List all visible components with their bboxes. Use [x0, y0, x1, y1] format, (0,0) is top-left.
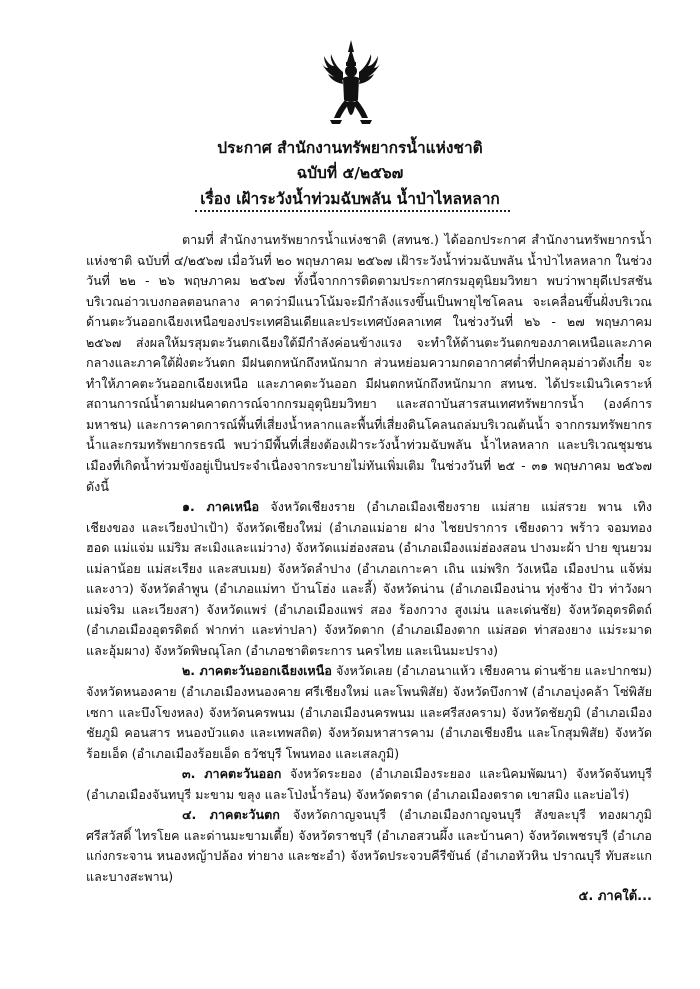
garuda-emblem-icon: [316, 38, 386, 128]
announcement-subject: เรื่อง เฝ้าระวังน้ำท่วมฉับพลัน น้ำป่าไหลหลาก: [200, 190, 500, 208]
section-northeast: [86, 661, 652, 764]
section-west: [86, 805, 652, 887]
section-text: จังหวัดเลย (อำเภอนาแห้ว เชียงคาน ด่านซ้าย และปากชม) จังหวัดหนองคาย (อำเภอเมืองหนองคาย ศรีเชียงใหม่ และโพนพิสัย) จังหวัดบึงกาฬ (อำเภอบุ่งคล้า โซ่พิสัย เซกา และบึงโขงหลง) จังหวัดนครพนม (อำเภอเมืองนครพนม และศรีสงคราม) จังหวัดชัยภูมิ (อำเภอเมืองชัยภูมิ คอนสาร หนองบัวแดง และเทพสถิต) จังหวัดมหาสารคาม (อำเภอเชียงยืน และโกสุมพิสัย) จังหวัดร้อยเอ็ด (อำเภอเมืองร้อยเอ็ด ธวัชบุรี โพนทอง และเสลภูมิ): [86, 663, 652, 761]
dotted-divider: [195, 210, 510, 212]
continuation-marker: ๕. ภาคใต้...: [578, 889, 652, 904]
section-heading: ๓. ภาคตะวันออก: [182, 766, 282, 782]
announcement-body: [86, 230, 652, 888]
section-text: จังหวัดระยอง (อำเภอเมืองระยอง และนิคมพัฒนา) จังหวัดจันทบุรี (อำเภอเมืองจันทบุรี มะขาม ขลุง และโป่งน้ำร้อน) จังหวัดตราด (อำเภอเมืองตราด เขาสมิง และบ่อไร่): [86, 766, 652, 802]
section-heading: ๒. ภาคตะวันออกเฉียงเหนือ: [182, 663, 332, 679]
intro-paragraph: ตามที่ สำนักงานทรัพยากรน้ำแห่งชาติ (สทนช.) ได้ออกประกาศ สำนักงานทรัพยากรน้ำแห่งชาติ ฉบับที่ ๔/๒๕๖๗ เมื่อวันที่ ๒๐ พฤษภาคม ๒๕๖๗ เฝ้าระวังน้ำท่วมฉับพลัน น้ำป่าไหลหลาก ในช่วงวันที่ ๒๒ - ๒๖ พฤษภาคม ๒๕๖๗ ทั้งนี้จากการติดตามประกาศกรมอุตุนิยมวิทยา พบว่าพายุดีเปรสชันบริเวณอ่าวเบงกอลตอนกลาง คาดว่ามีแนวโน้มจะมีกำลังแรงขึ้นเป็นพายุไซโคลน จะเคลื่อนขึ้นฝั่งบริเวณด้านตะวันออกเฉียงเหนือของประเทศอินเดียและประเทศบังคลาเทศ ในช่วงวันที่ ๒๖ - ๒๗ พฤษภาคม ๒๕๖๗ ส่งผลให้มรสุมตะวันตกเฉียงใต้มีกำลังค่อนข้างแรง จะทำให้ด้านตะวันตกของภาคเหนือและภาคกลางและภาคใต้ฝั่งตะวันตก มีฝนตกหนักถึงหนักมาก ส่วนหย่อมความกดอากาศต่ำที่ปกคลุมอ่าวตังเกี๋ย จะทำให้ภาคตะวันออกเฉียงเหนือ และภาคตะวันออก มีฝนตกหนักถึงหนักมาก สทนช. ได้ประเมินวิเคราะห์สถานการณ์น้ำตามฝนคาดการณ์จากกรมอุตุนิยมวิทยา และสถาบันสารสนเทศทรัพยากรน้ำ (องค์การมหาชน) และการคาดการณ์พื้นที่เสี่ยงน้ำหลากและพื้นที่เสี่ยงดินโคลนถล่มบริเวณต้นน้ำ จากกรมทรัพยากรน้ำและกรมทรัพยากรธรณี พบว่ามีพื้นที่เสี่ยงต้องเฝ้าระวังน้ำท่วมฉับพลัน น้ำไหลหลาก และบริเวณชุมชนเมืองที่เกิดน้ำท่วมขังอยู่เป็นประจำเนื่องจากระบายไม่ทันเพิ่มเติม ในช่วงวันที่ ๒๕ - ๓๑ พฤษภาคม ๒๕๖๗ ดังนี้: [86, 232, 652, 494]
section-heading: ๑. ภาคเหนือ: [182, 499, 260, 515]
section-north: [86, 497, 652, 661]
section-text: จังหวัดเชียงราย (อำเภอเมืองเชียงราย แม่สาย แม่สรวย พาน เทิง เชียงของ และเวียงป่าเป้า) จังหวัดเชียงใหม่ (อำเภอแม่อาย ฝาง ไชยปราการ เชียงดาว พร้าว จอมทอง ฮอด แม่แจ่ม แม่ริม สะเมิงและแม่วาง) จังหวัดแม่ฮ่องสอน (อำเภอเมืองแม่ฮ่องสอน ปางมะผ้า ปาย ขุนยวม แม่ลาน้อย แม่สะเรียง และสบเมย) จังหวัดลำปาง (อำเภอเกาะคา เถิน แม่พริก วังเหนือ เมืองปาน แจ้ห่ม และงาว) จังหวัดลำพูน (อำเภอแม่ทา บ้านโฮ่ง และลี้) จังหวัดน่าน (อำเภอเมืองน่าน ทุ่งช้าง ปัว ท่าวังผา แม่จริม และเวียงสา) จังหวัดแพร่ (อำเภอเมืองแพร่ สอง ร้องกวาง สูงเม่น และเด่นชัย) จังหวัดอุตรดิตถ์ (อำเภอเมืองอุตรดิตถ์ ฟากท่า และท่าปลา) จังหวัดตาก (อำเภอเมืองตาก แม่สอด ท่าสองยาง แม่ระมาด และอุ้มผาง) จังหวัดพิษณุโลก (อำเภอชาติตระการ นครไทย และเนินมะปราง): [86, 499, 652, 658]
section-text: จังหวัดกาญจนบุรี (อำเภอเมืองกาญจนบุรี สังขละบุรี ทองผาภูมิ ศรีสวัสดิ์ ไทรโยค และด่านมะขามเตี้ย) จังหวัดราชบุรี (อำเภอสวนผึ้ง และบ้านคา) จังหวัดเพชรบุรี (อำเภอแก่งกระจาน หนองหญ้าปล้อง ท่ายาง และชะอำ) จังหวัดประจวบคีรีขันธ์ (อำเภอหัวหิน ปราณบุรี ทับสะแก และบางสะพาน): [86, 807, 652, 884]
announcement-title: ประกาศ สำนักงานทรัพยากรน้ำแห่งชาติ: [217, 139, 483, 157]
announcement-issue-number: ฉบับที่ ๕/๒๕๖๗: [296, 164, 404, 182]
section-heading: ๔. ภาคตะวันตก: [182, 807, 280, 823]
section-east: [86, 764, 652, 805]
